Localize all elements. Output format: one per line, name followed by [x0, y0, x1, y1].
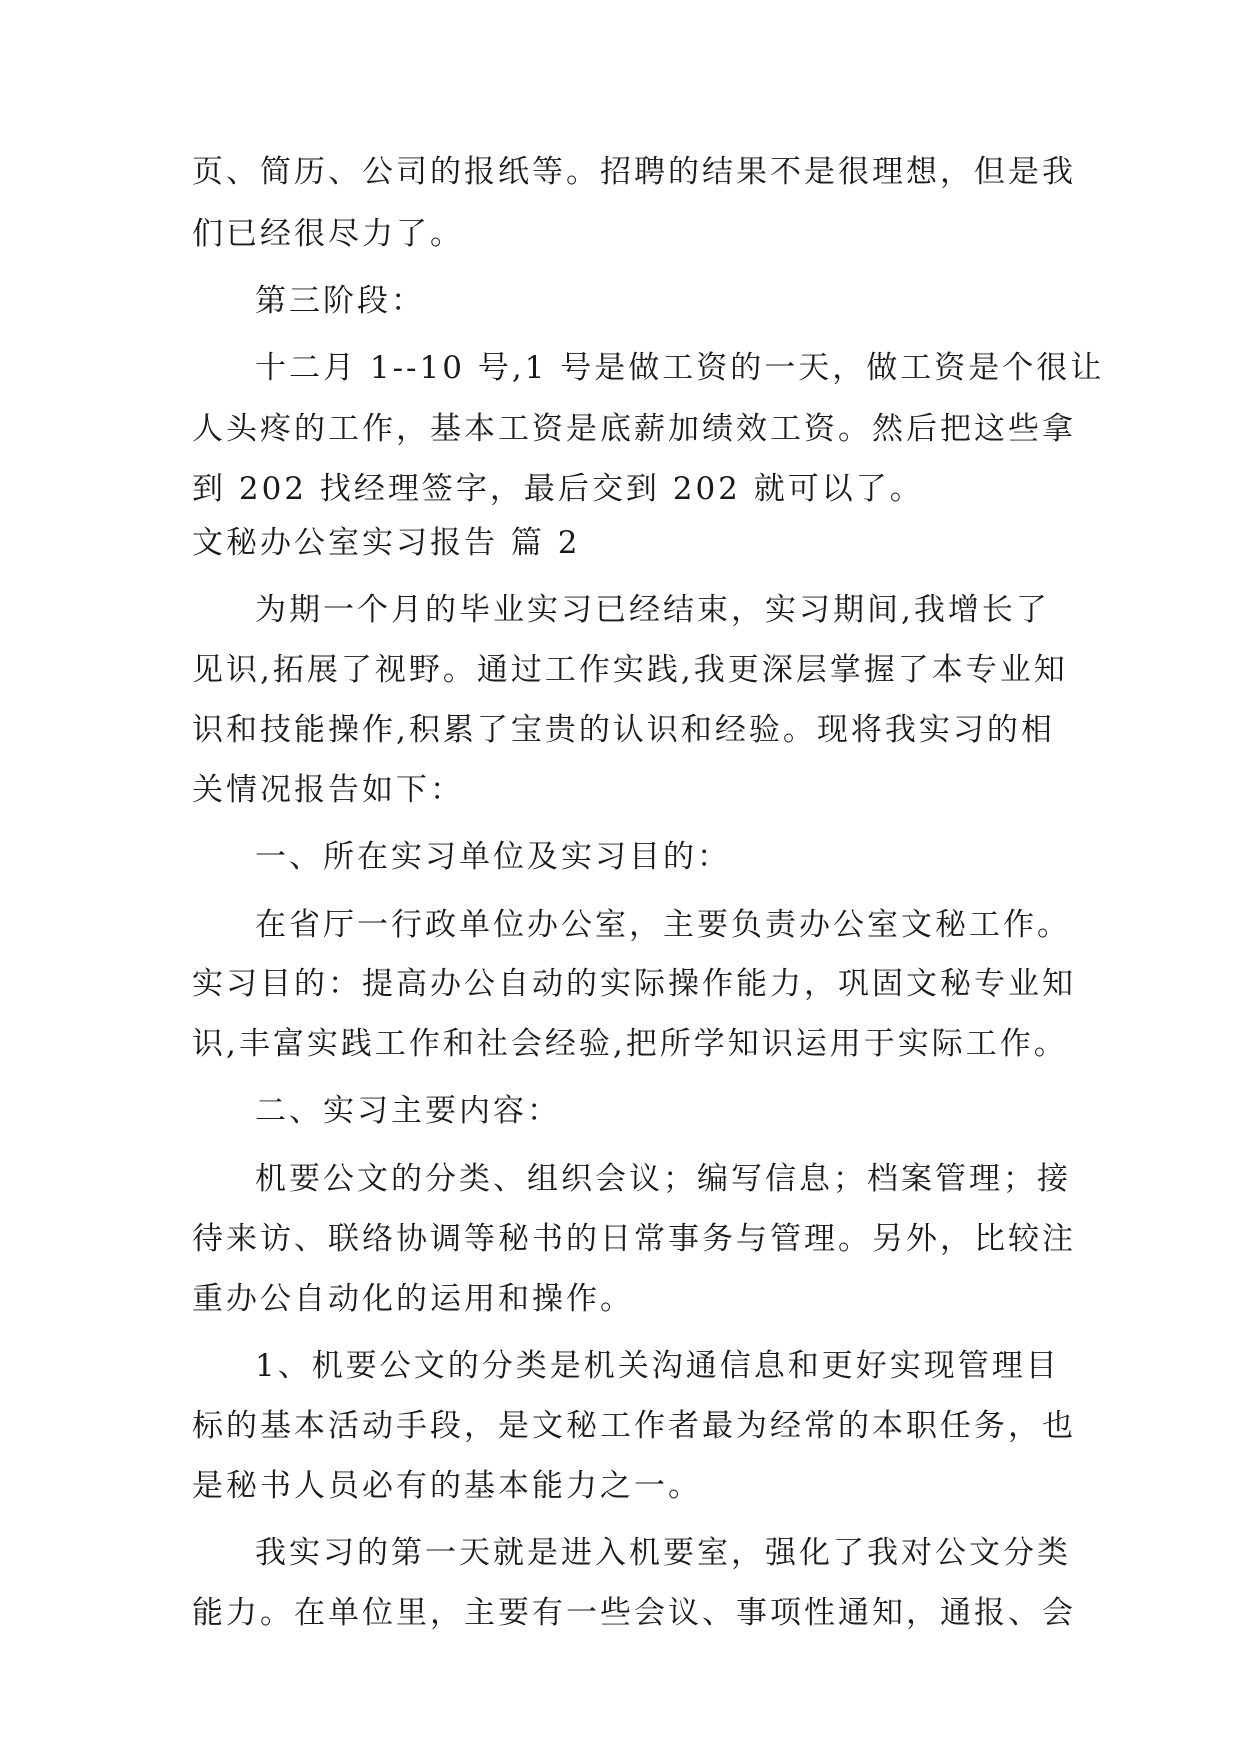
paragraph-line: 在省厅一行政单位办公室，主要负责办公室文秘工作。 — [255, 907, 1071, 943]
paragraph-line: 关情况报告如下： — [192, 772, 464, 808]
section-label: 一、所在实习单位及实习目的： — [255, 839, 731, 875]
paragraph-line: 为期一个月的毕业实习已经结束，实习期间,我增长了 — [255, 592, 1050, 628]
paragraph-line: 实习目的：提高办公自动的实际操作能力，巩固文秘专业知 — [192, 966, 1076, 1002]
paragraph-line: 到 202 找经理签字，最后交到 202 就可以了。 — [192, 471, 924, 507]
paragraph-line: 机要公文的分类、组织会议；编写信息；档案管理；接 — [255, 1161, 1071, 1197]
paragraph-line: 十二月 1--10 号,1 号是做工资的一天，做工资是个很让 — [255, 350, 1105, 386]
section-heading: 文秘办公室实习报告 篇 2 — [192, 525, 581, 561]
section-label: 第三阶段： — [255, 283, 425, 319]
paragraph-line: 识,丰富实践工作和社会经验,把所学知识运用于实际工作。 — [192, 1026, 1068, 1062]
paragraph-line: 们已经很尽力了。 — [192, 216, 464, 252]
paragraph-line: 页、简历、公司的报纸等。招聘的结果不是很理想，但是我 — [192, 154, 1076, 190]
paragraph-line: 是秘书人员必有的基本能力之一。 — [192, 1468, 702, 1504]
section-label: 二、实习主要内容： — [255, 1093, 561, 1129]
paragraph-line: 能力。在单位里，主要有一些会议、事项性通知，通报、会 — [192, 1595, 1076, 1631]
paragraph-line: 标的基本活动手段，是文秘工作者最为经常的本职任务，也 — [192, 1408, 1076, 1444]
paragraph-line: 见识,拓展了视野。通过工作实践,我更深层掌握了本专业知 — [192, 652, 1068, 688]
paragraph-line: 我实习的第一天就是进入机要室，强化了我对公文分类 — [255, 1535, 1071, 1571]
paragraph-line: 人头疼的工作，基本工资是底薪加绩效工资。然后把这些拿 — [192, 411, 1076, 447]
paragraph-line: 待来访、联络协调等秘书的日常事务与管理。另外，比较注 — [192, 1221, 1076, 1257]
paragraph-line: 重办公自动化的运用和操作。 — [192, 1281, 634, 1317]
paragraph-line: 识和技能操作,积累了宝贵的认识和经验。现将我实习的相 — [192, 712, 1055, 748]
paragraph-line: 1、机要公文的分类是机关沟通信息和更好实现管理目 — [255, 1348, 1060, 1384]
